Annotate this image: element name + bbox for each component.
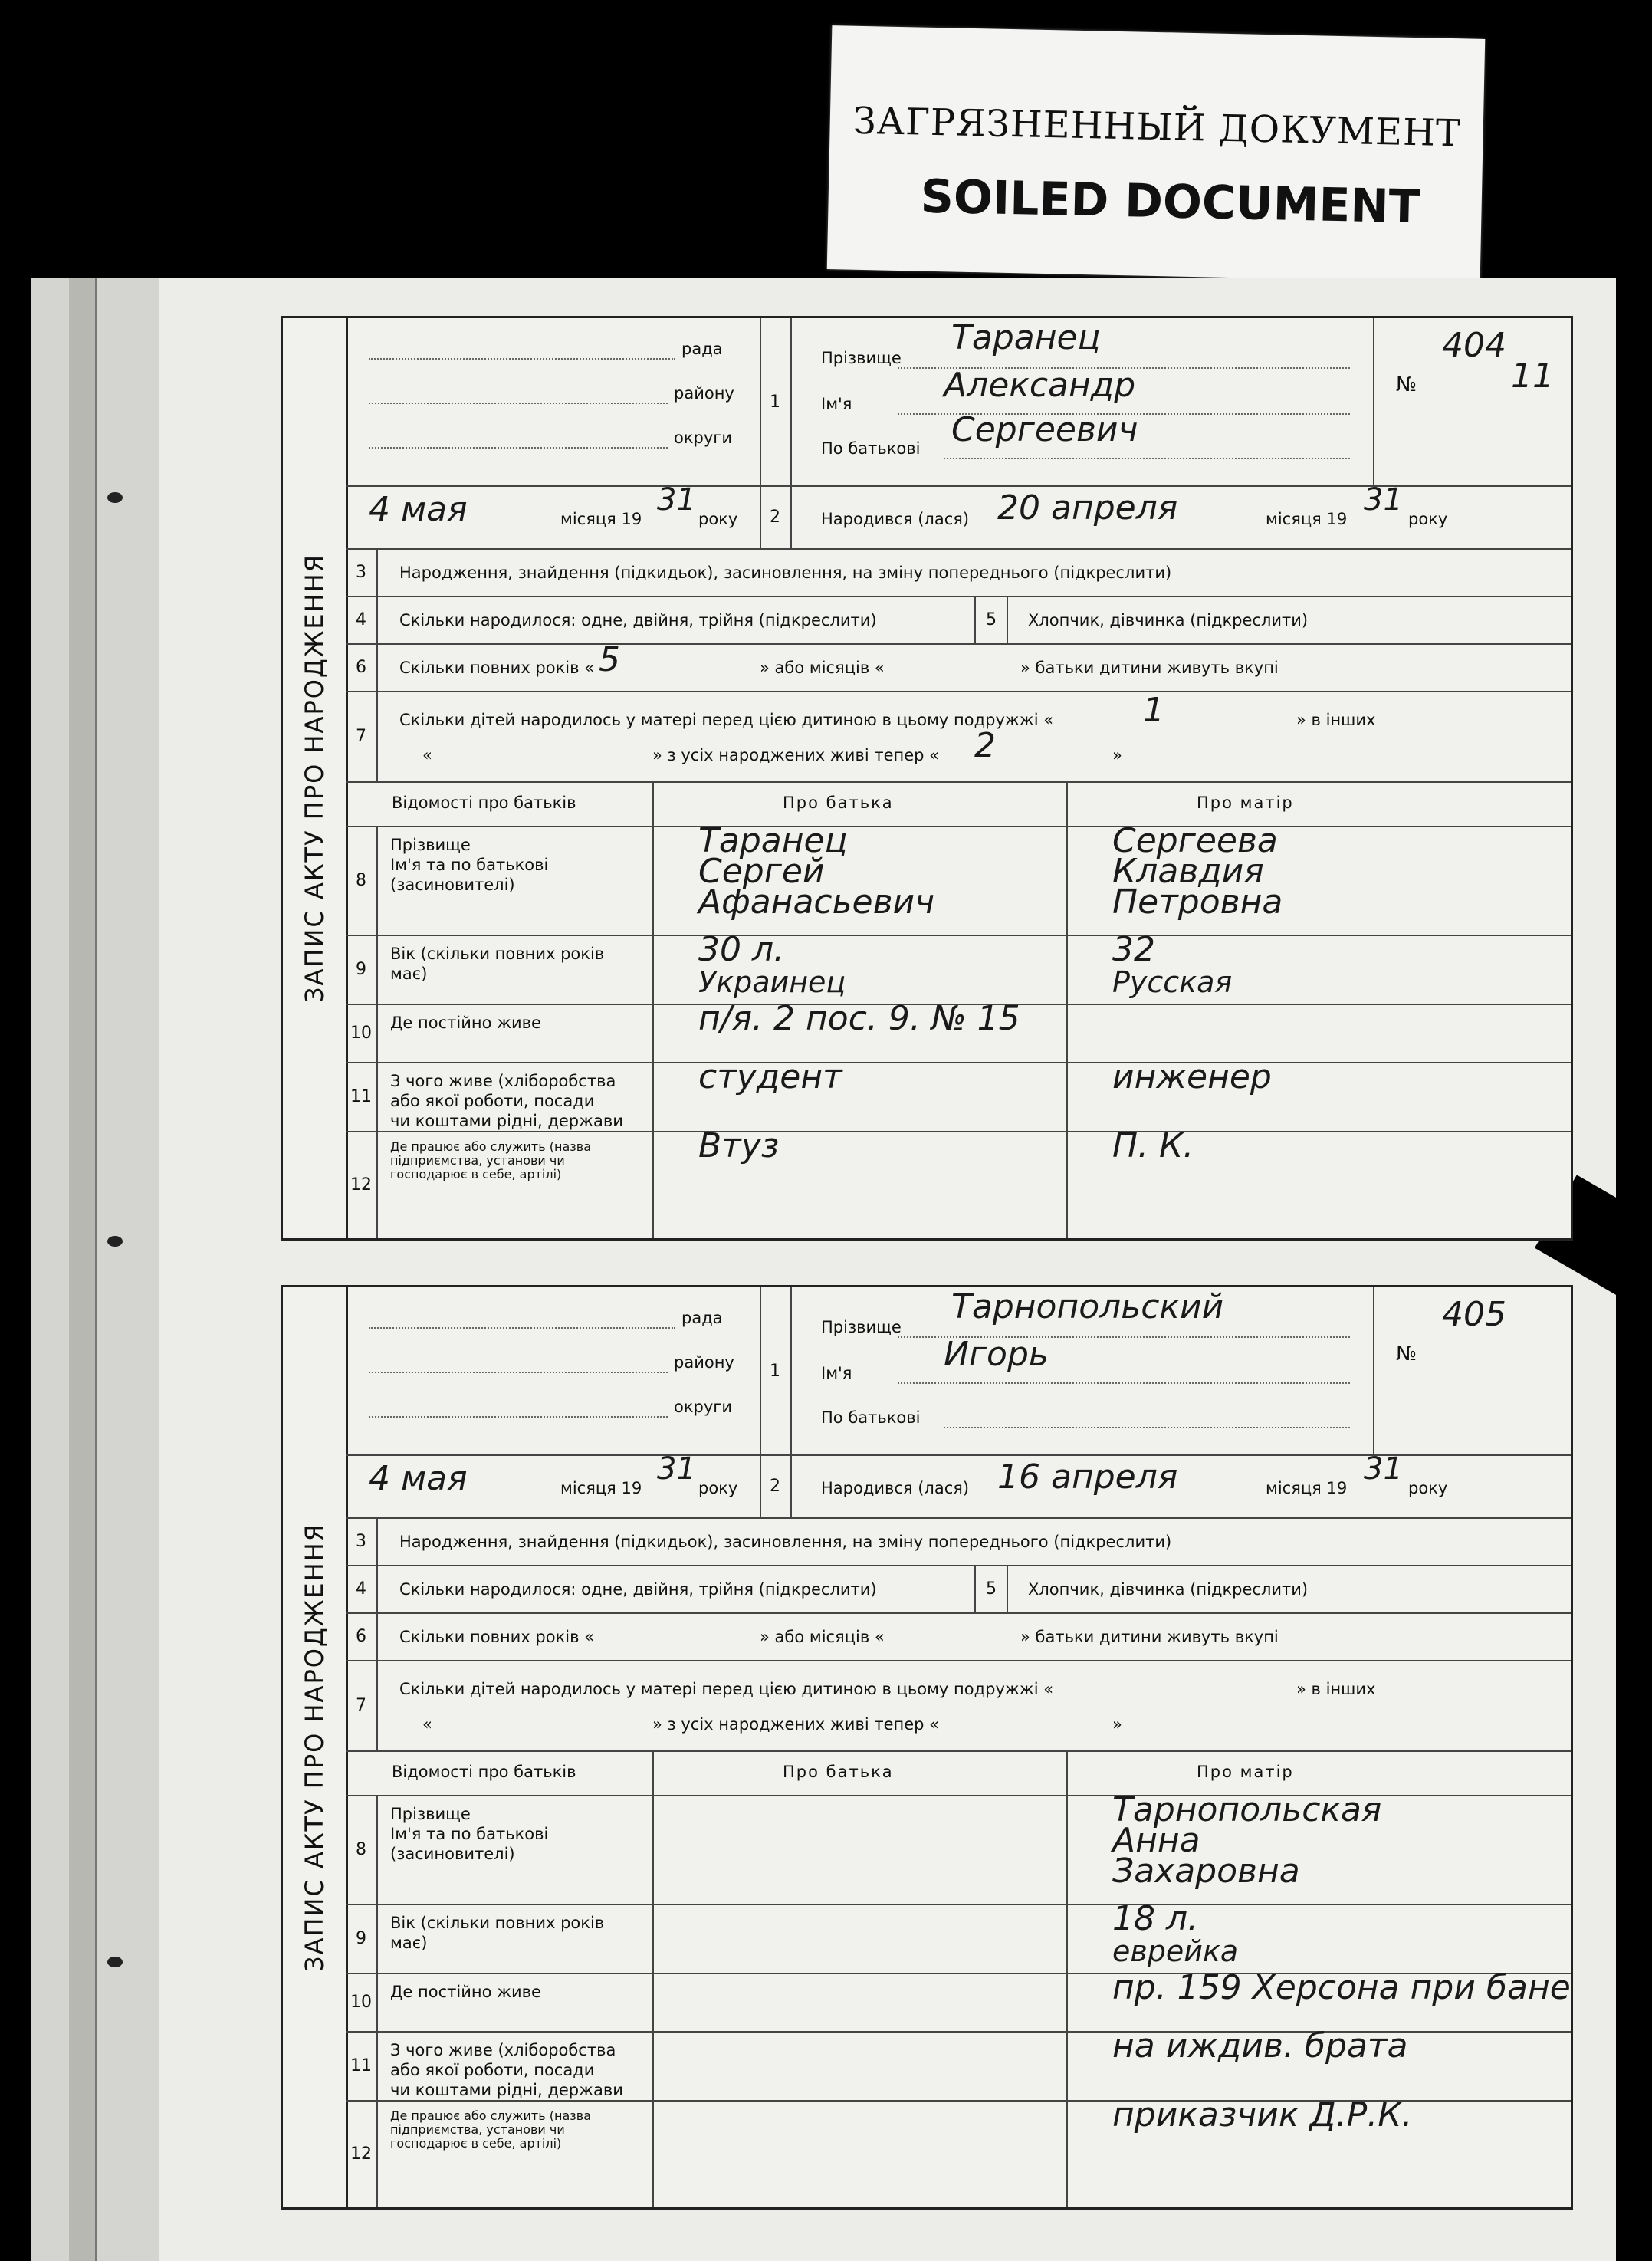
in-others-label: » в інших: [1296, 1680, 1376, 1698]
in-others-label: » в інших: [1296, 711, 1376, 729]
child-surname: Таранец: [951, 318, 1101, 357]
years-together-label: Скільки повних років «: [399, 659, 595, 677]
patronymic-line: [944, 1427, 1350, 1428]
binding-strip: [69, 278, 97, 2261]
mother-name: Сергеева Клавдия Петровна: [1112, 821, 1283, 922]
raion-label: району: [674, 384, 734, 403]
row-number: 4: [346, 1565, 378, 1612]
father-cell: [652, 1057, 1068, 1131]
mother-name: Тарнопольская Анна Захаровна: [1112, 1790, 1382, 1891]
father-occupation: студент: [698, 1057, 842, 1096]
raion-line: [369, 403, 668, 404]
birth-date: [790, 1451, 1571, 1517]
row-number: 8: [346, 826, 378, 935]
row-number: 11: [346, 2031, 378, 2100]
row-2: [346, 482, 1571, 550]
parents-row-label: [376, 935, 654, 1004]
okrug-line: [369, 1416, 668, 1418]
side-title-text: ЗАПИС АКТУ ПРО НАРОДЖЕННЯ: [300, 1523, 329, 1972]
live-together-label: » батьки дитини живуть вкупі: [1020, 1628, 1279, 1646]
parents-row-label: [376, 1062, 654, 1131]
header-father-text: Про батька: [783, 794, 894, 812]
mother-work: П. К.: [1112, 1126, 1194, 1165]
mother-cell: [1066, 1004, 1571, 1062]
father-name: Таранец Сергей Афанасьевич: [698, 821, 935, 922]
years-together-value: 5: [599, 640, 620, 679]
born-label: Народився (лася): [821, 1479, 970, 1497]
row-number: 9: [346, 935, 378, 1004]
corner-mark: 11: [1511, 357, 1554, 396]
child-surname: Тарнопольский: [951, 1287, 1224, 1326]
children-before-label: Скільки дітей народилось у матері перед цією дитиною в цьому подружжі «: [399, 711, 1054, 729]
label-line-en: SOILED DOCUMENT: [920, 169, 1421, 235]
child-name: Игорь: [944, 1335, 1049, 1374]
row-number: 10: [346, 1973, 378, 2031]
row-4: [346, 596, 1571, 645]
mother-address: пр. 159 Херсона при бане: [1112, 1968, 1571, 2007]
parents-row-9: [346, 1899, 1571, 1974]
child-patronymic: Сергеевич: [951, 410, 1138, 449]
row-number: 9: [346, 1904, 378, 1973]
alive-now-label: » з усіх народжених живі тепер «: [652, 1715, 940, 1734]
mother-cell: [1066, 2026, 1571, 2100]
mother-cell: [1066, 1057, 1571, 1131]
registration-year: 31: [657, 1451, 696, 1487]
row-number: 6: [346, 643, 378, 691]
patronymic-label: По батькові: [821, 1408, 921, 1427]
row-7: [346, 1660, 1571, 1752]
quote-close: »: [1112, 1715, 1122, 1734]
rada-line: [369, 358, 675, 360]
parents-row-label: [376, 826, 654, 935]
row-3: [346, 548, 1571, 597]
soiled-document-label: [827, 25, 1485, 283]
row-number: 5: [974, 1565, 1008, 1612]
parents-row-label: [376, 1904, 654, 1973]
header-mother-text: Про матір: [1197, 794, 1294, 812]
birth-record-form: [281, 316, 1573, 1241]
raion-line: [369, 1372, 668, 1373]
number-block: [1373, 318, 1571, 485]
year-label: року: [698, 510, 738, 528]
father-cell: [652, 1795, 1068, 1904]
header-father-text: Про батька: [783, 1763, 894, 1781]
raion-label: району: [674, 1353, 734, 1372]
row-number: 7: [346, 691, 378, 781]
father-cell: [652, 930, 1068, 1004]
header-info: [346, 1750, 654, 1795]
father-address: п/я. 2 пос. 9. № 15: [698, 999, 1020, 1038]
mother-occupation: инженер: [1112, 1057, 1272, 1096]
row-4: [346, 1565, 1571, 1614]
mother-age: 18 л.: [1112, 1899, 1199, 1938]
birth-type-text: Народження, знайдення (підкидьок), засиновлення, на зміну попереднього (підкреслити): [399, 1533, 1172, 1551]
row-10-label: Де постійно живе: [390, 1014, 541, 1032]
parents-row-label: [376, 1131, 654, 1238]
children-before-label: Скільки дітей народилось у матері перед цією дитиною в цьому подружжі «: [399, 1680, 1054, 1698]
registration-block: [346, 1287, 761, 1454]
row-11-label: З чого живе (хліборобства або якої роботи, посади чи коштами рідні, держави: [390, 1072, 623, 1130]
father-cell: [652, 2100, 1068, 2207]
alive-now-value: 2: [974, 726, 996, 765]
father-cell: [652, 1904, 1068, 1973]
name-block: [790, 1287, 1374, 1454]
okrug-label: округи: [674, 429, 732, 447]
row-6: [346, 1612, 1571, 1661]
row-number: 3: [346, 548, 378, 596]
birth-year: 31: [1364, 482, 1403, 518]
parents-row-11: [346, 2026, 1571, 2102]
patronymic-label: По батькові: [821, 439, 921, 458]
number-label: №: [1396, 1342, 1417, 1365]
row-number: 2: [760, 485, 792, 548]
sex-text: Хлопчик, дівчинка (підкреслити): [1028, 1580, 1309, 1599]
label-line-ru: ЗАГРЯЗНЕННЫЙ ДОКУМЕНТ: [852, 99, 1462, 156]
row-11-label: З чого живе (хліборобства або якої роботи, посади чи коштами рідні, держави: [390, 2041, 623, 2099]
quote-open: «: [422, 746, 432, 764]
month-year-label: місяця 19: [1266, 510, 1348, 528]
parents-row-label: [376, 1004, 654, 1062]
year-label: року: [1408, 510, 1448, 528]
row-9-label: Вік (скільки повних років має): [390, 1914, 605, 1952]
parents-row-10: [346, 1968, 1571, 2033]
header-mother-text: Про матір: [1197, 1763, 1294, 1781]
header-info-text: Відомості про батьків: [392, 794, 576, 812]
row-number: 8: [346, 1795, 378, 1904]
month-year-label: місяця 19: [560, 510, 642, 528]
mother-nationality: еврейка: [1112, 1934, 1239, 1968]
month-year-label: місяця 19: [560, 1479, 642, 1497]
father-work: Втуз: [698, 1126, 780, 1165]
patronymic-line: [944, 458, 1350, 459]
header-info-text: Відомості про батьків: [392, 1763, 576, 1781]
child-name: Александр: [944, 366, 1136, 405]
month-year-label: місяця 19: [1266, 1479, 1348, 1497]
header-info: [346, 781, 654, 826]
rada-label: рада: [681, 1309, 723, 1327]
father-nationality: Украинец: [698, 965, 846, 999]
row-number: 12: [346, 1131, 378, 1238]
row-number: 10: [346, 1004, 378, 1062]
row-number: 12: [346, 2100, 378, 2207]
parents-row-label: [376, 1795, 654, 1904]
form-side-title: [283, 1287, 348, 2207]
header-father: [652, 1750, 1068, 1795]
registration-year: 31: [657, 482, 696, 518]
row-number: 4: [346, 596, 378, 643]
name-label: Ім'я: [821, 1364, 852, 1382]
row-3: [346, 1517, 1571, 1566]
parents-row-11: [346, 1057, 1571, 1132]
registration-date-value: 4 мая: [369, 490, 468, 529]
registration-date: [346, 482, 761, 548]
row-number: 1: [760, 1287, 792, 1454]
mother-age: 32: [1112, 930, 1155, 969]
binding-hole: [107, 1236, 123, 1247]
binding-hole: [107, 492, 123, 503]
number-block: [1373, 1287, 1571, 1454]
parents-row-label: [376, 2031, 654, 2100]
row-1: [346, 318, 1571, 487]
parents-row-9: [346, 930, 1571, 1005]
children-before-value: 1: [1143, 691, 1164, 730]
birth-date-value: 16 апреля: [997, 1457, 1178, 1497]
parents-row-12: [346, 1126, 1571, 1238]
header-father: [652, 781, 1068, 826]
multiplicity-text: Скільки народилося: одне, двійня, трійня (підкреслити): [399, 611, 877, 629]
surname-label: Прізвище: [821, 1318, 902, 1336]
mother-cell: [1066, 1126, 1571, 1238]
number-label: №: [1396, 373, 1417, 396]
alive-now-label: » з усіх народжених живі тепер «: [652, 746, 940, 764]
mother-cell: [1066, 2095, 1571, 2207]
parents-row-label: [376, 2100, 654, 2207]
row-10-label: Де постійно живе: [390, 1983, 541, 2001]
registration-date-value: 4 мая: [369, 1459, 468, 1498]
parents-row-10: [346, 999, 1571, 1063]
mother-occupation: на иждив. брата: [1112, 2026, 1408, 2065]
registration-date: [346, 1451, 761, 1517]
parents-row-8: [346, 1790, 1571, 1905]
row-number: 2: [760, 1454, 792, 1517]
mother-cell: [1066, 1899, 1571, 1973]
parents-row-12: [346, 2095, 1571, 2207]
born-label: Народився (лася): [821, 510, 970, 528]
row-number: 1: [760, 318, 792, 485]
row-number: 6: [346, 1612, 378, 1660]
birth-year: 31: [1364, 1451, 1403, 1487]
row-2: [346, 1451, 1571, 1519]
okrug-label: округи: [674, 1398, 732, 1416]
name-block: [790, 318, 1374, 485]
parents-header: [346, 1750, 1571, 1796]
row-7: [346, 691, 1571, 783]
name-line: [898, 1382, 1350, 1384]
years-together-label: Скільки повних років «: [399, 1628, 595, 1646]
binding-spine: [31, 278, 161, 2261]
row-6: [346, 640, 1571, 692]
binding-hole: [107, 1957, 123, 1967]
mother-cell: [1066, 930, 1571, 1004]
birth-record-form: [281, 1285, 1573, 2210]
okrug-line: [369, 447, 668, 449]
father-cell: [652, 1973, 1068, 2031]
mother-cell: [1066, 1790, 1571, 1904]
father-cell: [652, 821, 1068, 935]
row-number: 7: [346, 1660, 378, 1750]
year-label: року: [698, 1479, 738, 1497]
row-1: [346, 1287, 1571, 1456]
father-cell: [652, 2031, 1068, 2100]
registration-block: [346, 318, 761, 485]
row-8-label: Прізвище Ім'я та по батькові (засиновителі): [390, 836, 549, 894]
birth-date-value: 20 апреля: [997, 488, 1178, 527]
sex-text: Хлопчик, дівчинка (підкреслити): [1028, 611, 1309, 629]
year-label: року: [1408, 1479, 1448, 1497]
row-9-label: Вік (скільки повних років має): [390, 945, 605, 983]
live-together-label: » батьки дитини живуть вкупі: [1020, 659, 1279, 677]
parents-row-8: [346, 821, 1571, 936]
months-together-label: » або місяців «: [760, 1628, 885, 1646]
birth-date: [790, 482, 1571, 548]
record-number: 405: [1442, 1295, 1506, 1334]
rada-line: [369, 1327, 675, 1329]
side-title-text: ЗАПИС АКТУ ПРО НАРОДЖЕННЯ: [300, 554, 329, 1003]
form-side-title: [283, 318, 348, 1238]
row-number: 5: [974, 596, 1008, 643]
row-number: 11: [346, 1062, 378, 1131]
row-8-label: Прізвище Ім'я та по батькові (засиновителі): [390, 1805, 549, 1863]
row-12-label: Де працює або служить (назва підприємства, установи чи господарює в себе, артілі): [390, 2108, 592, 2151]
birth-type-text: Народження, знайдення (підкидьок), засиновлення, на зміну попереднього (підкреслити): [399, 564, 1172, 582]
name-label: Ім'я: [821, 395, 852, 413]
parents-row-label: [376, 1973, 654, 2031]
father-cell: [652, 999, 1068, 1062]
mother-cell: [1066, 821, 1571, 935]
row-12-label: Де працює або служить (назва підприємства, установи чи господарює в себе, артілі): [390, 1139, 592, 1181]
parents-header: [346, 781, 1571, 827]
mother-work: приказчик Д.Р.К.: [1112, 2095, 1413, 2134]
rada-label: рада: [681, 340, 723, 358]
surname-label: Прізвище: [821, 349, 902, 367]
father-age: 30 л.: [698, 930, 785, 969]
record-number: 404: [1442, 326, 1506, 365]
mother-nationality: Русская: [1112, 965, 1233, 999]
multiplicity-text: Скільки народилося: одне, двійня, трійня (підкреслити): [399, 1580, 877, 1599]
quote-close: »: [1112, 746, 1122, 764]
months-together-label: » або місяців «: [760, 659, 885, 677]
quote-open: «: [422, 1715, 432, 1734]
father-cell: [652, 1126, 1068, 1238]
mother-cell: [1066, 1968, 1571, 2031]
row-number: 3: [346, 1517, 378, 1565]
